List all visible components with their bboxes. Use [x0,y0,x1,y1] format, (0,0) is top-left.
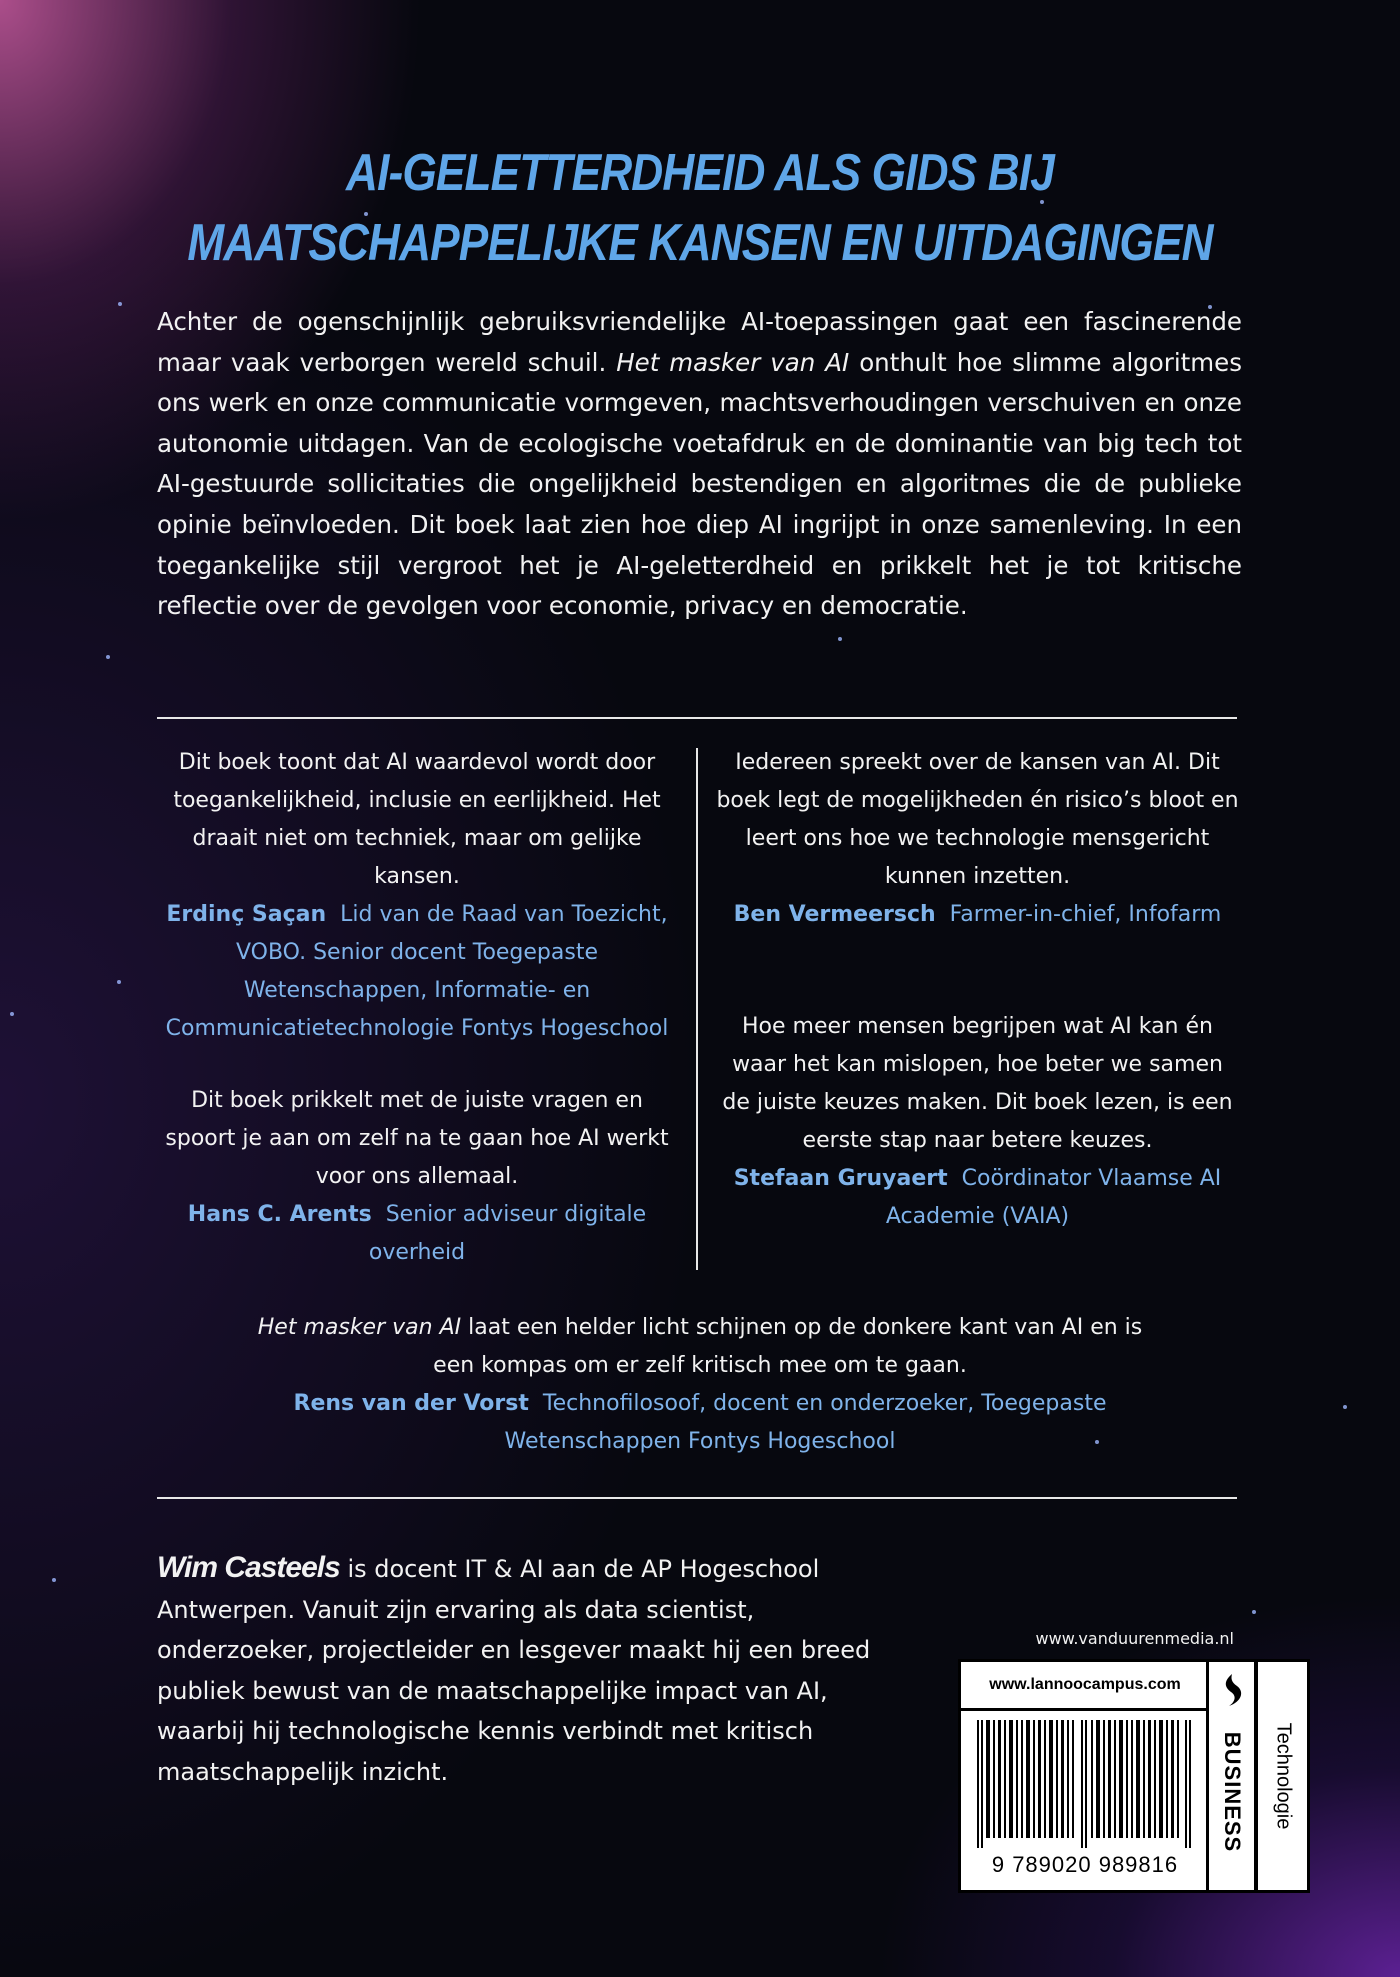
headline-line-2: MAATSCHAPPELIJKE KANSEN EN UITDAGINGEN [187,214,1213,272]
star [838,637,842,641]
subject-panel [1255,1659,1310,1893]
bio-text: is docent IT & AI aan de AP Hogeschool Antwerpen. Vanuit zijn ervaring als data scientist, onderzoeker, projectleider en lesgever maakt hij een breed publiek bewust van de maatschappelijke impact van AI, waarbij hij technologische kennis verbindt met kritisch maatschappelijk inzicht. [157,1555,871,1786]
author-role: Technofilosoof, docent en onderzoeker, Toegepaste Wetenschappen Fontys Hogeschool [504,1391,1107,1454]
subject-label: Technologie [1272,1722,1294,1830]
category-label: BUSINESS [1219,1731,1245,1853]
quote-text: Dit boek toont dat AI waardevol wordt door toegankelijkheid, inclusie en eerlijkheid. Het draait niet om techniek, maar om gelijke kansen. [173,750,661,889]
barcode-url: www.lannoocampus.com [961,1662,1209,1711]
intro-book-title: Het masker van AI [616,347,850,377]
lannoo-logo-icon [1217,1672,1247,1708]
star [117,980,121,984]
author-name: Erdinç Saçan [166,902,327,927]
quote-author [715,896,1240,934]
quote-rens-van-der-vorst [240,1309,1160,1461]
quote-hans-arents [157,1082,677,1272]
quote-author [157,1196,677,1272]
star [1252,1610,1256,1614]
quote-text: Hoe meer mensen begrijpen wat AI kan én waar het kan mislopen, hoe beter we samen de juiste keuzes maken. Dit boek lezen, is een eerste stap naar betere keuzes. [722,1014,1233,1153]
intro-text-1: Achter de ogenschijnlijk gebruiksvriendelijke AI-toepassingen gaat een fascinerende maar vaak verborgen wereld schuil. [157,307,1242,377]
headline [105,138,1295,278]
author-role: Senior adviseur digitale overheid [368,1202,647,1265]
headline-line-1: AI-GELETTERDHEID ALS GIDS BIJ [346,144,1054,202]
isbn-number: 9 789020 989816 [991,1852,1179,1877]
isbn-barcode [975,1720,1195,1848]
quote-author [157,896,677,1048]
author-role: Coördinator Vlaamse AI Academie (VAIA) [885,1166,1222,1229]
quote-text: Dit boek prikkelt met de juiste vragen en spoort je aan om zelf na te gaan hoe AI werkt voor ons allemaal. [165,1088,669,1189]
author-bio [157,1548,917,1792]
category-panel [1206,1659,1257,1893]
quote-author [715,1160,1240,1236]
quote-text: Iedereen spreekt over de kansen van AI. Dit boek legt de mogelijkheden én risico’s bloot en leert ons hoe we technologie mensgericht kunnen inzetten. [716,750,1239,889]
quote-text: Het masker van AI laat een helder licht schijnen op de donkere kant van AI en is een kompas om er zelf kritisch mee om te gaan. [257,1315,1143,1378]
bio-author-name: Wim Casteels [157,1551,340,1584]
author-name: Hans C. Arents [187,1202,372,1227]
star [106,655,110,659]
author-name: Stefaan Gruyaert [733,1166,948,1191]
author-role: Lid van de Raad van Toezicht, VOBO. Senior docent Toegepaste Wetenschappen, Informatie- en Communicatietechnologie Fontys Hogeschool [165,902,669,1041]
star [118,302,122,306]
column-divider [696,748,698,1270]
star [10,1012,14,1016]
author-name: Ben Vermeersch [733,902,936,927]
quote-book-title: Het masker van AI [257,1315,462,1340]
bottom-divider [157,1497,1237,1499]
quote-author [240,1385,1160,1461]
author-role: Farmer-in-chief, Infofarm [949,902,1222,927]
quote-stefaan-gruyaert [715,1008,1240,1236]
intro-paragraph [157,302,1242,627]
star [1343,1405,1347,1409]
quote-erdinc-sacan [157,744,677,1048]
intro-text-2: onthult hoe slimme algoritmes ons werk en onze communicatie vormgeven, machtsverhoudingen verschuiven en onze autonomie uitdagen. Van de ecologische voetafdruk en de dominantie van big tech tot AI-gestuurde sollicitaties die ongelijkheid bestendigen en algoritmes die de publieke opinie beïnvloeden. Dit boek laat zien hoe diep AI ingrijpt in onze samenleving. In een toegankelijke stijl vergroot het je AI-geletterdheid en prikkelt het je tot kritische reflectie over de gevolgen voor economie, privacy en democratie. [157,347,1242,621]
author-name: Rens van der Vorst [293,1391,529,1416]
barcode-box [958,1659,1212,1893]
star [52,1578,56,1582]
top-divider [157,717,1237,719]
quote-ben-vermeersch [715,744,1240,934]
publisher-website: www.vanduurenmedia.nl [1035,1629,1234,1648]
